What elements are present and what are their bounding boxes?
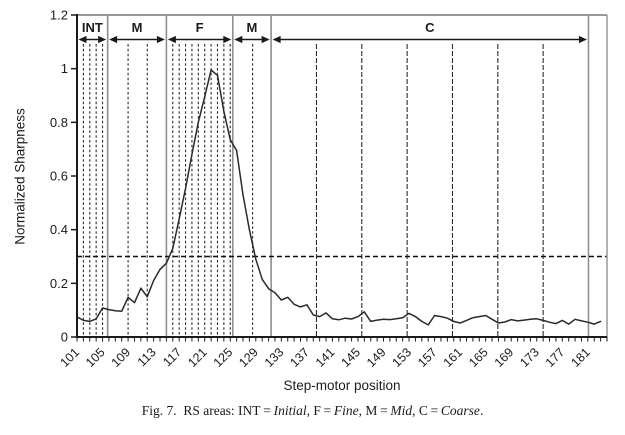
- y-tick-label: 0.4: [49, 222, 68, 238]
- region-label: F: [195, 20, 204, 35]
- x-tick-label: 105: [83, 345, 108, 370]
- x-tick-label: 165: [466, 345, 491, 370]
- x-tick-label: 153: [389, 345, 415, 370]
- x-tick-label: 129: [236, 345, 261, 370]
- region-arrow-head-left: [109, 36, 117, 43]
- x-tick-label: 145: [338, 345, 364, 370]
- x-tick-label: 177: [542, 345, 568, 370]
- caption-segment: Mid: [390, 403, 413, 418]
- region-arrow-head-left: [168, 36, 176, 43]
- x-tick-label: 141: [312, 345, 338, 370]
- x-tick-label: 181: [568, 345, 593, 370]
- region-arrow-head-right: [98, 36, 106, 43]
- x-tick-label: 113: [134, 345, 159, 370]
- region-label: INT: [81, 20, 103, 35]
- region-arrow-head-right: [579, 36, 587, 43]
- region-arrow-head-right: [157, 36, 165, 43]
- y-tick-label: 1: [60, 61, 68, 77]
- y-tick-label: 0.6: [49, 168, 68, 184]
- figure-caption: [0, 403, 625, 419]
- x-tick-label: 101: [57, 345, 83, 370]
- caption-segment: , F =: [306, 403, 334, 418]
- x-tick-label: 121: [185, 345, 210, 370]
- region-arrow-head-left: [79, 36, 87, 43]
- x-tick-label: 169: [491, 345, 517, 370]
- y-axis-title: Normalized Sharpness: [12, 108, 28, 245]
- x-tick-label: 125: [210, 345, 236, 370]
- region-label: C: [425, 20, 435, 35]
- region-arrow-head-right: [262, 36, 270, 43]
- x-axis-title: Step-motor position: [283, 378, 401, 393]
- region-label: M: [131, 20, 143, 35]
- x-tick-label: 161: [440, 345, 466, 370]
- x-tick-label: 133: [261, 345, 287, 370]
- y-tick-label: 0.8: [49, 114, 68, 130]
- caption-segment: .: [479, 403, 484, 418]
- region-label: M: [246, 20, 258, 35]
- region-arrow-head-left: [273, 36, 281, 43]
- region-arrow-head-right: [223, 36, 231, 43]
- caption-segment: Fig. 7. RS areas: INT =: [141, 403, 274, 418]
- caption-segment: Coarse: [440, 403, 480, 418]
- sharpness-curve: [77, 70, 601, 325]
- caption-segment: Initial: [273, 403, 307, 418]
- x-tick-label: 137: [287, 345, 313, 370]
- y-tick-label: 0.2: [49, 275, 68, 291]
- x-tick-label: 149: [363, 345, 389, 370]
- x-tick-label: 173: [517, 345, 542, 370]
- region-arrow-head-left: [234, 36, 242, 43]
- x-tick-label: 109: [108, 345, 134, 370]
- y-tick-label: 0: [60, 329, 68, 345]
- x-tick-label: 157: [415, 345, 440, 370]
- caption-segment: , M =: [358, 403, 391, 418]
- x-tick-label: 117: [160, 345, 185, 370]
- caption-segment: , C =: [412, 403, 441, 418]
- caption-segment: Fine: [333, 403, 359, 418]
- y-tick-label: 1.2: [49, 7, 68, 23]
